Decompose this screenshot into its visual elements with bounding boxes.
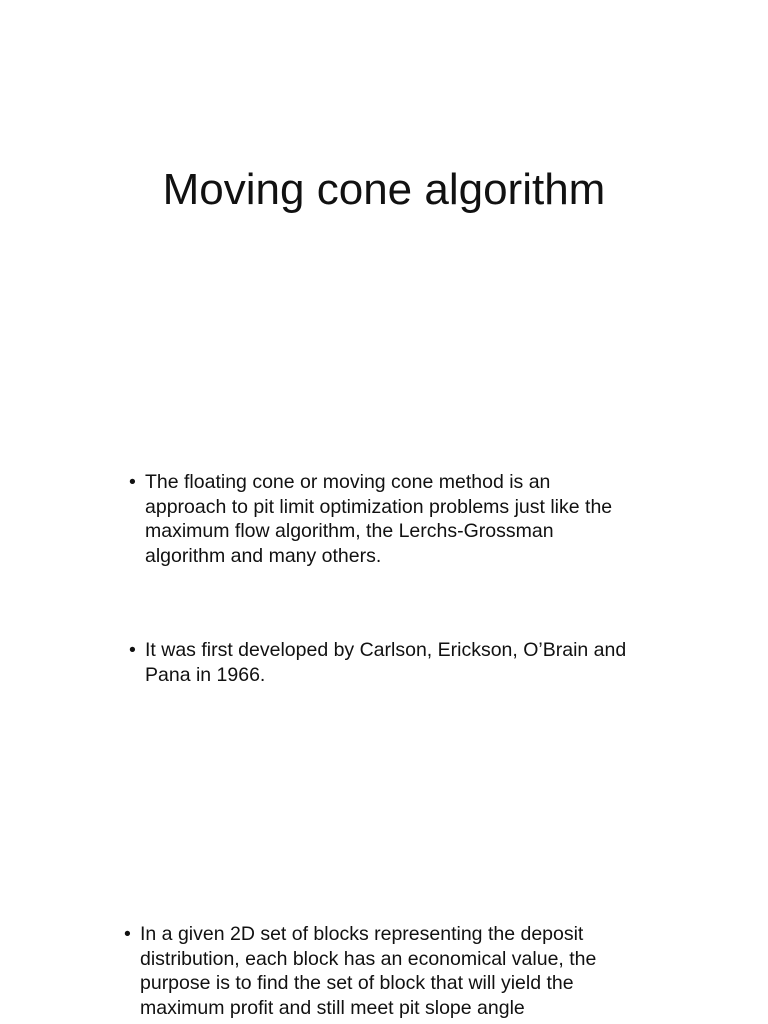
bullet-marker: • (129, 471, 136, 493)
bullet-text: It was first developed by Carlson, Erickson, O’Brain and Pana in 1966. (145, 639, 627, 686)
slide-title: Moving cone algorithm (162, 165, 606, 214)
bullet-text: In a given 2D set of blocks representing the deposit distribution, each block has an economical value, the purpose is to find the set of block that will yield the maximum profit and still meet pit slope angle (140, 923, 597, 1019)
bullet-text: The floating cone or moving cone method is an approach to pit limit optimization problems just like the maximum flow algorithm, the Lerchs-Grossman algorithm and many others. (145, 471, 613, 567)
bullet-item (129, 470, 629, 568)
bullet-marker: • (124, 923, 131, 945)
bullet-item (124, 922, 624, 1020)
bullet-item (129, 638, 629, 687)
bullet-marker: • (129, 639, 136, 661)
